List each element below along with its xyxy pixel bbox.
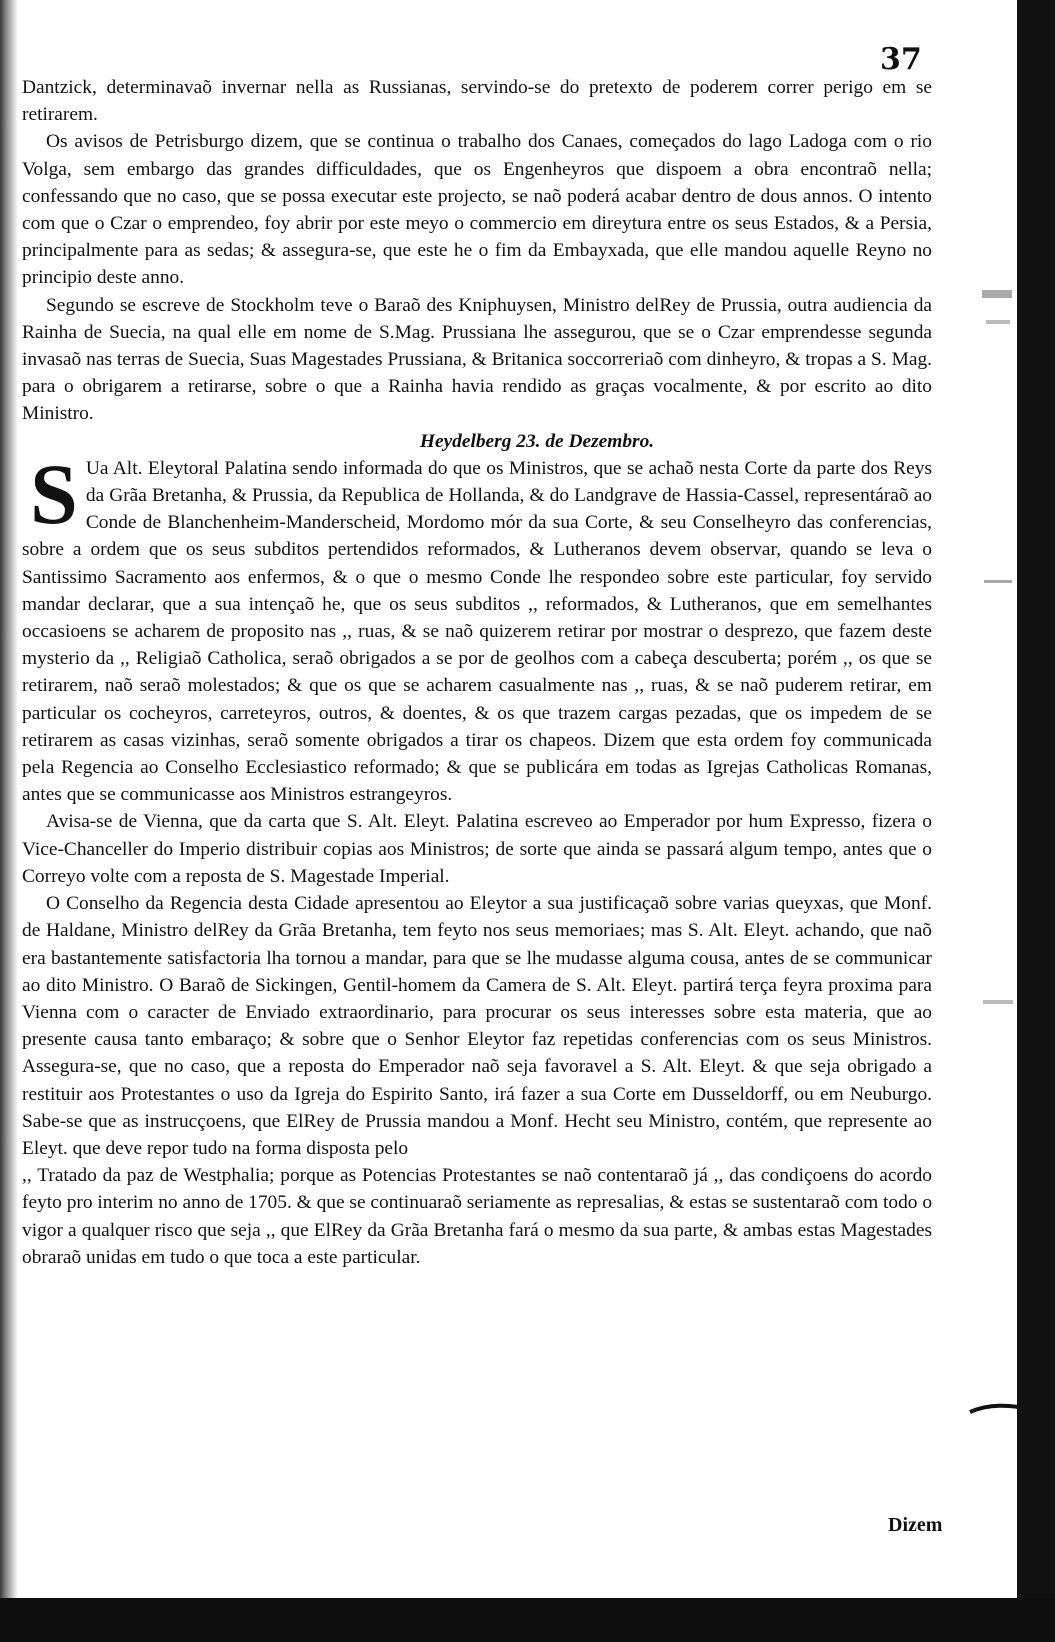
paragraph-vienna: Avisa-se de Vienna, que da carta que S. Alt. Eleyt. Palatina escreveo ao Emperador por hum Expresso, fizera o Vice-Chanceller do Imperio distribuir copias aos Ministros; de sorte que ainda se passará algum tempo, antes que o Correyo volte com a reposta de S. Magestade Imperial.: [22, 811, 932, 887]
page-edge-shadow: [0, 0, 18, 1642]
catchword: Dizem: [888, 1514, 943, 1536]
paragraph-palatina: [22, 445, 932, 809]
paragraph-stockholm: Segundo se escreve de Stockholm teve o Baraõ des Kniphuysen, Ministro delRey de Prussia, outra audiencia da Rainha de Suecia, na qual elle em nome de S.Mag. Prussiana lhe assegurou, que se o Czar emprendesse segunda invasaõ nas terras de Suecia, Suas Magestades Prussiana, & Britanica soccorreriaõ com dinheyro, & tropas a S. Mag. para o obrigarem a retirarse, sobre o que a Rainha havia rendido as graças vocalmente, & por escrito ao dito Ministro.: [22, 294, 932, 425]
page-number: 37: [880, 42, 922, 77]
scan-border-right: [1017, 0, 1055, 1642]
paragraph-palatina-text: Ua Alt. Eleytoral Palatina sendo informada do que os Ministros, que se achaõ nesta Corte da parte dos Reys da Grãa Bretanha, & Prussia, da Republica de Hollanda, & do Landgrave de Hassia-Cassel, representáraõ ao Conde de Blanchenheim-Manderscheid, Mordomo mór da sua Corte, & seu Conselheyro das conferencias, sobre a ordem que os seus subditos pertendidos reformados, & Lutheranos devem observar, quando se leva o Santissimo Sacramento aos enfermos, & o que o mesmo Conde lhe respondeo sobre este particular, foy servido mandar declarar, que a sua intençaõ he, que os seus subditos: [22, 457, 932, 615]
margin-stain-mark: [980, 280, 1016, 1280]
margin-pen-stroke: [968, 1400, 1038, 1420]
paragraph-regencia-quote: ,, Tratado da paz de Westphalia; porque as Potencias Protestantes se naõ contentaraõ já ,, das condiçoens do acordo feyto pro interim no anno de 1705. & que se continuaraõ seriamente as represalias, & estas se sustentaraõ com todo o vigor a qualquer risco que seja ,, que ElRey da Grãa Bretanha fará o mesmo da sua parte, & ambas estas Magestades obraraõ unidas em tudo o que toca a este particular.: [22, 1165, 933, 1268]
dateline-heydelberg: Heydelberg 23. de Dezembro.: [419, 430, 655, 452]
paragraph-regencia: O Conselho da Regencia desta Cidade apresentou ao Eleytor a sua justificaçaõ sobre varias queyxas, que Monf. de Haldane, Ministro delRey da Grãa Bretanha, tem feyto nos seus memoriaes; mas S. Alt. Eleyt. achando, que naõ era bastantemente satisfactoria lha tornou a mandar, para que se lhe mudasse alguma cousa, antes de se communicar ao dito Ministro. O Baraõ de Sickingen, Gentil-homem da Camera de S. Alt. Eleyt. partirá terça feyra proxima para Vienna com o caracter de Enviado extraordinario, para procurar os seus interesses sobre esta materia, que ao presente causa tanto embaraço; & sobre que o Senhor Eleytor faz repetidas conferencias com os seus Ministros. Assegura-se, que no caso, que a reposta do Emperador naõ seja favoravel a S. Alt. Eleyt. & que seja obrigado a restituir aos Protestantes o uso da Igreja do Espirito Santo, irá fazer a sua Corte em Dusseldorff, ou em Neuburgo. Sabe-se que as instrucçoens, que ElRey de Prussia mandou a Monf. Hecht seu Ministro, contém, que represente ao Eleyt. que deve repor tudo na forma disposta pelo: [22, 893, 932, 1159]
paragraph-petrisburgo: Os avisos de Petrisburgo dizem, que se continua o trabalho dos Canaes, começados do lago Ladoga com o rio Volga, sem embargo das grandes difficuldades, que os Engenheyros que dispoem a obra encontraõ nella; confessando que no caso, que se possa executar este projecto, se naõ poderá acabar dentro de dous annos. O intento com que o Czar o emprendeo, foy abrir por este meyo o commercio em direytura entre os seus Estados, & a Persia, principalmente para as sedas; & assegura-se, que este he o fim da Embayxada, que elle mandou aquelle Reyno no principio deste anno.: [22, 131, 932, 289]
paragraph-palatina-quote: ,, reformados, & Lutheranos, que em semelhantes occasioens se acharem de proposito nas ,, ruas, & se naõ quizerem retirar por mostrar o desprezo, que fazem deste mysterio da ,, Religiaõ Catholica, seraõ obrigados a se por de geolhos com a cabeça descuberta; porém ,, os que se retirarem, naõ seraõ molestados; & que os que se acharem casualmente nas ,, ruas, & se naõ puderem retirar, em particular os cocheyros, carreteyros, outros, & doentes, & os que trazem cargas pezadas, que os impedem de se retirarem as casas vizinhas, seraõ somente obrigados a tirar os chapeos.: [22, 593, 932, 751]
article-text: [22, 74, 932, 1271]
scan-border-bottom: [0, 1598, 1055, 1642]
paragraph-dantzick: Dantzick, determinavaõ invernar nella as Russianas, servindo-se do pretexto de poderem correr perigo em se retirarem.: [22, 77, 932, 126]
drop-cap: S: [30, 445, 78, 542]
paragraph-palatina-end: Dizem que esta ordem foy communicada pela Regencia ao Conselho Ecclesiastico reformado; & que se publicára em todas as Igrejas Catholicas Romanas, antes que se communicasse aos Ministros estrangeyros.: [22, 729, 932, 806]
